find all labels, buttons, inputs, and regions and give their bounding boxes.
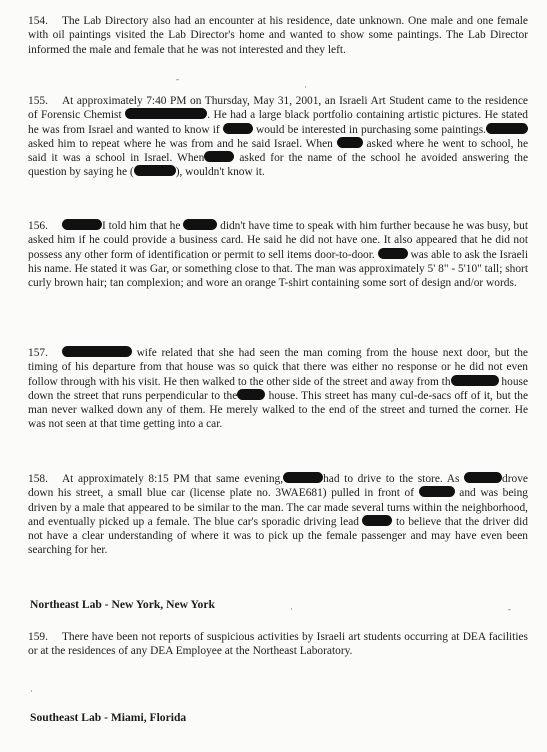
redaction-box: [283, 472, 323, 483]
paragraph-number: 158.: [28, 473, 48, 485]
redaction-box: [464, 472, 502, 483]
paragraph-159: [28, 630, 528, 659]
redaction-box: [451, 375, 499, 386]
scan-speck: -: [508, 604, 511, 614]
paragraph-text: At approximately 8:15 PM that same evening,: [61, 473, 284, 485]
paragraph-157: [28, 346, 528, 432]
paragraph-text: didn't have time to speak with him further because he was busy, but asked him if he could provide a business card. He said he did not have one. It also appeared that he did not possess any other form of identification or permit to sell items door-to-door.: [28, 220, 528, 261]
redaction-box: [419, 486, 455, 497]
paragraph-text: wife related that she had seen the man coming from the house next door, but the timing of his departure from that house was so quick that there was either no response or he did not even follow through with his visit. He then walked to the other side of the street and away from th: [28, 347, 528, 388]
paragraph-text: to believe that the driver did not have a clear understanding of where it was to pick up the female passenger and may have even been searching for her.: [28, 515, 528, 557]
paragraph-155: 155. At approximately 7:40 PM on Thursday, May 31, 2001, an Israeli Art Student came to the residence of Forensic Chemist . He had a large black portfolio containing artistic pictures. He stated he was from Israel and wanted to know if would be interested in purchasing some paintings. asked him to repeat where he was from and he said Israel. When asked where he went to school, he said it was a school in Israel. When asked for the name of the school he avoided answering the question by saying he ( ), wouldn't know it.: [28, 95, 529, 179]
paragraph-number: 156.: [28, 220, 48, 232]
paragraph-154: [28, 14, 528, 57]
scan-speck: -: [176, 74, 179, 84]
paragraph-text: ), wouldn't know it.: [175, 166, 265, 179]
paragraph-158: [28, 472, 528, 558]
redaction-box: [223, 123, 253, 134]
paragraph-text: and was being driven by a male that appeared to be similar to the man. The car made several turns within the neighborhood, and eventually picked up a female. The blue car's sporadic driving lead: [28, 487, 528, 528]
paragraph-text: . He had a large black portfolio containing artistic pictures. He stated he was from Israel and wanted to know if: [28, 109, 528, 136]
redaction-box: [62, 219, 102, 230]
scan-speck: ·: [30, 686, 33, 696]
scan-speck: ·: [290, 604, 293, 614]
scan-speck: ·: [304, 82, 307, 92]
redaction-box: [337, 137, 363, 148]
paragraph-text: house down the street that runs perpendicular to the: [28, 375, 528, 402]
paragraph-number: 155.: [28, 95, 48, 107]
paragraph-156: [28, 219, 528, 290]
paragraph-text: asked him to repeat where he was from and he said Israel. When: [28, 137, 333, 150]
paragraph-text: was able to ask the Israeli his name. He stated it was Gar, or something close to that. The man was approximately 5' 8" - 5'10" tall; short curly brown hair; tan complexion; and wore an orange T-shirt containing some sort of design and/or words.: [28, 248, 528, 290]
redaction-box: [237, 389, 265, 400]
paragraph-text: asked for the name of the school he avoided answering the question by saying he: [28, 152, 528, 179]
redaction-box: [378, 248, 408, 259]
paragraph-number: 154.: [28, 15, 48, 27]
redaction-box: [362, 515, 392, 526]
paragraph-text: At approximately 7:40 PM on Thursday, May 31, 2001, an Israeli Art Student came to the residence of Forensic Chemist: [28, 95, 528, 122]
paragraph-text: would be interested in purchasing some paintings.: [256, 123, 486, 136]
redaction-box: [183, 219, 217, 230]
redaction-box: [62, 346, 132, 357]
paragraph-text: had to drive to the store. As: [323, 473, 460, 485]
paragraph-text: There have been not reports of suspicious activities by Israeli art students occurring at DEA facilities or at the residences of any DEA Employee at the Northeast Laboratory.: [28, 631, 528, 658]
paragraph-text: The Lab Directory also had an encounter at his residence, date unknown. One male and one female with oil paintings visited the Lab Director's home and wanted to show some paintings. The Lab Director informed the male and female that he was not interested and they left.: [28, 15, 528, 56]
paragraph-number: 157.: [28, 347, 48, 359]
redaction-box: [486, 123, 528, 134]
paragraph-text: I told him that he: [101, 220, 181, 232]
redaction-box: [134, 165, 176, 176]
redaction-box: [125, 108, 207, 119]
paragraph-number: 159.: [28, 631, 48, 643]
section-heading-southeast: Southeast Lab - Miami, Florida: [30, 711, 187, 724]
section-heading-northeast: Northeast Lab - New York, New York: [30, 598, 215, 611]
paragraph-text: drove down his street, a small blue car (license plate no. 3WAE681) pulled in front of: [28, 473, 528, 500]
paragraph-text: house. This street has many cul-de-sacs off of it, but the man never walked down any of them. He merely walked to the end of the street and turned the corner. He was not seen at that time getting into a car.: [28, 389, 529, 431]
paragraph-text: asked where he went to school, he said it was a school in Israel. When: [28, 137, 529, 165]
redaction-box: [204, 151, 234, 162]
